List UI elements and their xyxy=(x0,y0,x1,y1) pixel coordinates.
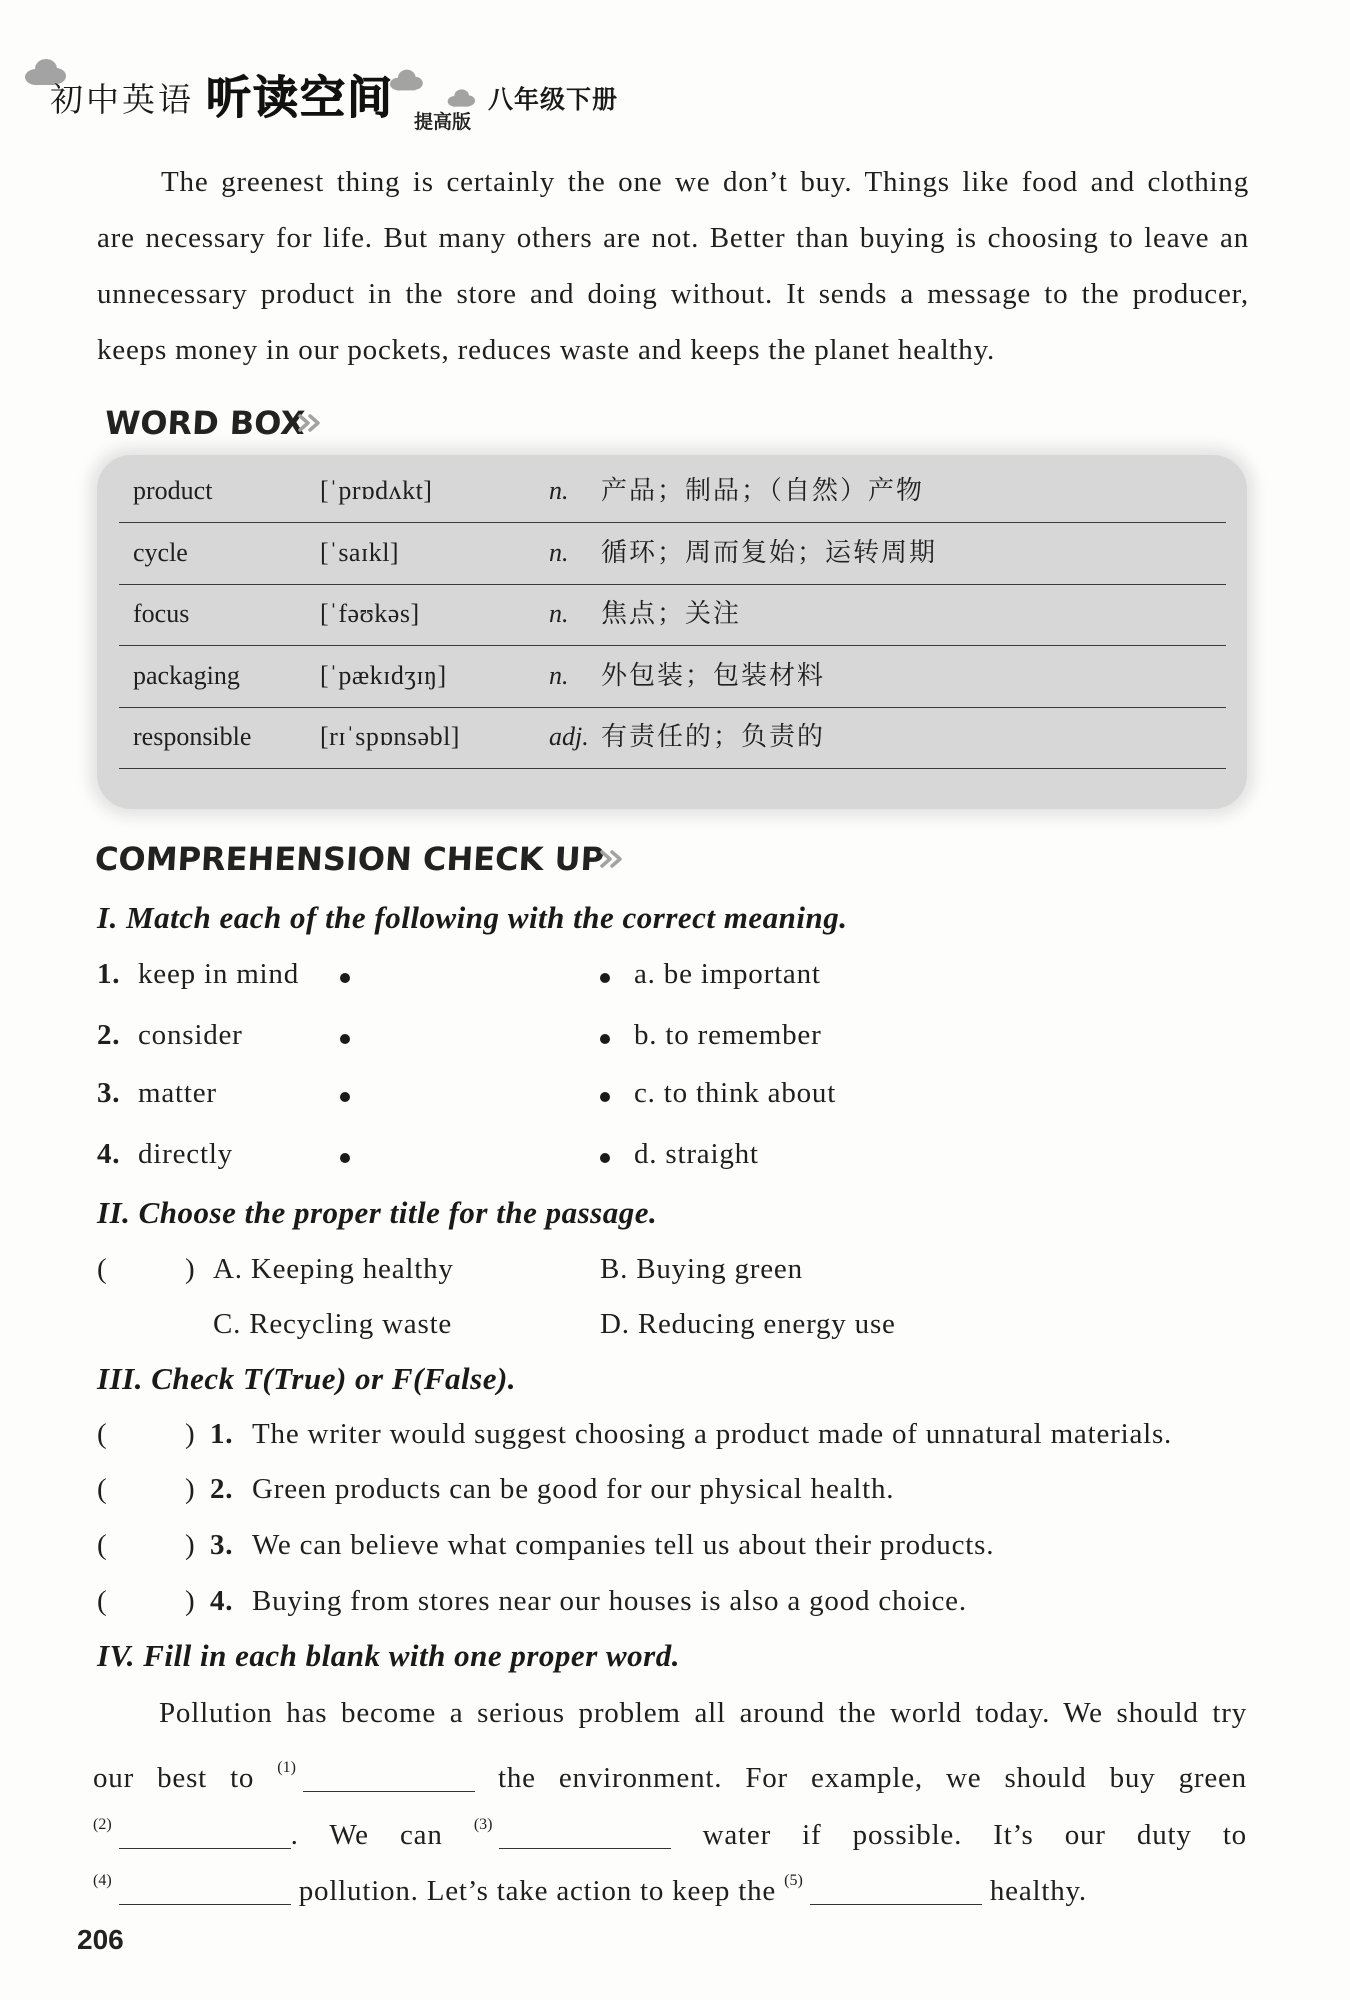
vocab-phonetic: [rɪˈspɒnsəbl] xyxy=(320,722,460,751)
cloze-blank xyxy=(277,1748,475,1798)
vocab-word: cycle xyxy=(133,537,188,567)
cloze-blank xyxy=(93,1861,291,1911)
double-chevron-right-icon xyxy=(296,413,324,433)
passage-line: The greenest thing is certainly the one we don’t buy. Things like food and clothing xyxy=(161,166,1249,198)
answer-bracket-open: ( xyxy=(97,1253,108,1285)
cloze-blank xyxy=(93,1805,291,1855)
vocab-part-of-speech: n. xyxy=(549,599,569,628)
cloze-blank xyxy=(784,1861,982,1911)
grade-label: 八年级下册 xyxy=(488,85,619,114)
item-number: 4. xyxy=(210,1585,234,1617)
item-number: 2. xyxy=(210,1473,234,1505)
cloze-line xyxy=(93,1805,1247,1851)
answer-bracket-open: ( xyxy=(97,1473,108,1505)
answer-bracket-close: ) xyxy=(185,1253,196,1285)
vocab-part-of-speech: n. xyxy=(549,476,569,505)
choice-option: C. Recycling waste xyxy=(213,1308,453,1340)
vocab-meaning: 外包装；包装材料 xyxy=(601,660,826,691)
brand-title: 听读空间 xyxy=(206,71,395,124)
comprehension-heading: COMPREHENSION CHECK UP xyxy=(94,840,605,878)
page-number: 206 xyxy=(77,1924,124,1955)
statement-text: Buying from stores near our houses is also a good choice. xyxy=(252,1585,967,1617)
item-number: 1. xyxy=(210,1418,234,1450)
match-term: matter xyxy=(138,1077,217,1109)
match-dot-left xyxy=(340,1153,350,1163)
cloze-line xyxy=(93,1748,1247,1794)
vocab-word: product xyxy=(133,476,213,505)
cloud-icon xyxy=(444,88,478,108)
answer-bracket-open: ( xyxy=(97,1418,108,1450)
word-box-row xyxy=(119,646,1226,708)
answer-bracket-close: ) xyxy=(185,1529,196,1561)
vocab-word: focus xyxy=(133,599,190,628)
blank-underline xyxy=(810,1904,982,1905)
match-term: directly xyxy=(138,1138,233,1170)
choice-option: B. Buying green xyxy=(600,1253,803,1285)
statement-text: We can believe what companies tell us about their products. xyxy=(252,1529,995,1561)
match-option: d. straight xyxy=(634,1138,759,1170)
double-chevron-right-icon xyxy=(598,849,626,869)
part3-title: III. Check T(True) or F(False). xyxy=(97,1361,517,1396)
match-dot-left xyxy=(340,1092,350,1102)
item-number: 3. xyxy=(210,1529,234,1561)
match-dot-left xyxy=(340,1034,350,1044)
word-box-row xyxy=(119,523,1226,585)
match-option: a. be important xyxy=(634,958,821,990)
match-option: c. to think about xyxy=(634,1077,837,1109)
word-box xyxy=(97,455,1247,809)
choice-option: A. Keeping healthy xyxy=(213,1253,454,1285)
cloze-line xyxy=(159,1693,1247,1733)
statement-text: Green products can be good for our physical health. xyxy=(252,1473,895,1505)
blank-number: (1) xyxy=(277,1759,296,1776)
cloze-text: Pollution has become a serious problem all around the world today. We should try xyxy=(159,1697,1247,1729)
series-title: 初中英语 xyxy=(50,80,194,119)
blank-number: (3) xyxy=(473,1816,493,1833)
match-dot-right xyxy=(600,1092,610,1102)
word-box-row xyxy=(119,461,1226,523)
answer-bracket-close: ) xyxy=(185,1585,196,1617)
blank-number: (4) xyxy=(93,1872,112,1889)
cloze-text: water if possible. It’s our duty to xyxy=(702,1819,1247,1851)
match-term: keep in mind xyxy=(138,958,300,990)
vocab-meaning: 有责任的；负责的 xyxy=(601,722,826,752)
vocab-phonetic: [ˈpækɪdʒɪŋ] xyxy=(320,660,447,690)
match-dot-right xyxy=(600,1034,610,1044)
vocab-part-of-speech: n. xyxy=(549,660,569,690)
part2-title: II. Choose the proper title for the passage. xyxy=(97,1195,658,1230)
answer-bracket-close: ) xyxy=(185,1418,196,1450)
statement-text: The writer would suggest choosing a product made of unnatural materials. xyxy=(252,1418,1173,1450)
answer-bracket-close: ) xyxy=(185,1473,196,1505)
item-number: 3. xyxy=(97,1077,121,1109)
cloze-text: healthy. xyxy=(989,1875,1087,1907)
vocab-meaning: 焦点；关注 xyxy=(601,599,742,629)
cloze-text: our best to xyxy=(93,1762,255,1794)
cloze-text: . We can xyxy=(290,1819,443,1851)
answer-bracket-open: ( xyxy=(97,1529,108,1561)
blank-number: (5) xyxy=(784,1872,803,1889)
blank-number: (2) xyxy=(93,1816,112,1833)
passage-line: keeps money in our pockets, reduces waste and keeps the planet healthy. xyxy=(97,334,996,366)
blank-underline xyxy=(303,1791,475,1792)
vocab-meaning: 产品；制品；（自然）产物 xyxy=(601,476,925,506)
vocab-phonetic: [ˈsaɪkl] xyxy=(320,537,400,567)
item-number: 2. xyxy=(97,1019,121,1051)
vocab-phonetic: [ˈfəʊkəs] xyxy=(320,599,420,628)
part4-title: IV. Fill in each blank with one proper word. xyxy=(97,1638,680,1673)
match-dot-right xyxy=(600,1153,610,1163)
cloze-text: pollution. Let’s take action to keep the xyxy=(298,1875,777,1907)
edition-label: 提高版 xyxy=(414,111,472,133)
word-box-row xyxy=(119,707,1226,769)
blank-underline xyxy=(499,1848,671,1849)
vocab-meaning: 循环；周而复始；运转周期 xyxy=(601,537,938,568)
answer-bracket-open: ( xyxy=(97,1585,108,1617)
vocab-part-of-speech: n. xyxy=(549,537,569,567)
vocab-word: packaging xyxy=(133,660,240,690)
vocab-part-of-speech: adj. xyxy=(549,722,589,751)
match-option: b. to remember xyxy=(634,1019,822,1051)
match-term: consider xyxy=(138,1019,243,1051)
passage-line: unnecessary product in the store and doing without. It sends a message to the producer, xyxy=(97,278,1249,310)
vocab-word: responsible xyxy=(133,722,252,751)
match-dot-left xyxy=(340,973,350,983)
item-number: 4. xyxy=(97,1138,121,1170)
item-number: 1. xyxy=(97,958,121,990)
match-dot-right xyxy=(600,973,610,983)
blank-underline xyxy=(119,1904,291,1905)
vocab-phonetic: [ˈprɒdʌkt] xyxy=(320,476,433,505)
blank-underline xyxy=(119,1848,291,1849)
cloze-blank xyxy=(474,1805,672,1855)
part1-title: I. Match each of the following with the correct meaning. xyxy=(97,900,848,935)
choice-option: D. Reducing energy use xyxy=(600,1308,896,1340)
passage-line: are necessary for life. But many others are not. Better than buying is choosing to leave an xyxy=(97,222,1249,254)
word-box-row xyxy=(119,584,1226,646)
cloze-text: the environment. For example, we should buy green xyxy=(497,1762,1247,1794)
cloze-line xyxy=(93,1861,1247,1907)
word-box-heading: WORD BOX xyxy=(104,404,306,442)
